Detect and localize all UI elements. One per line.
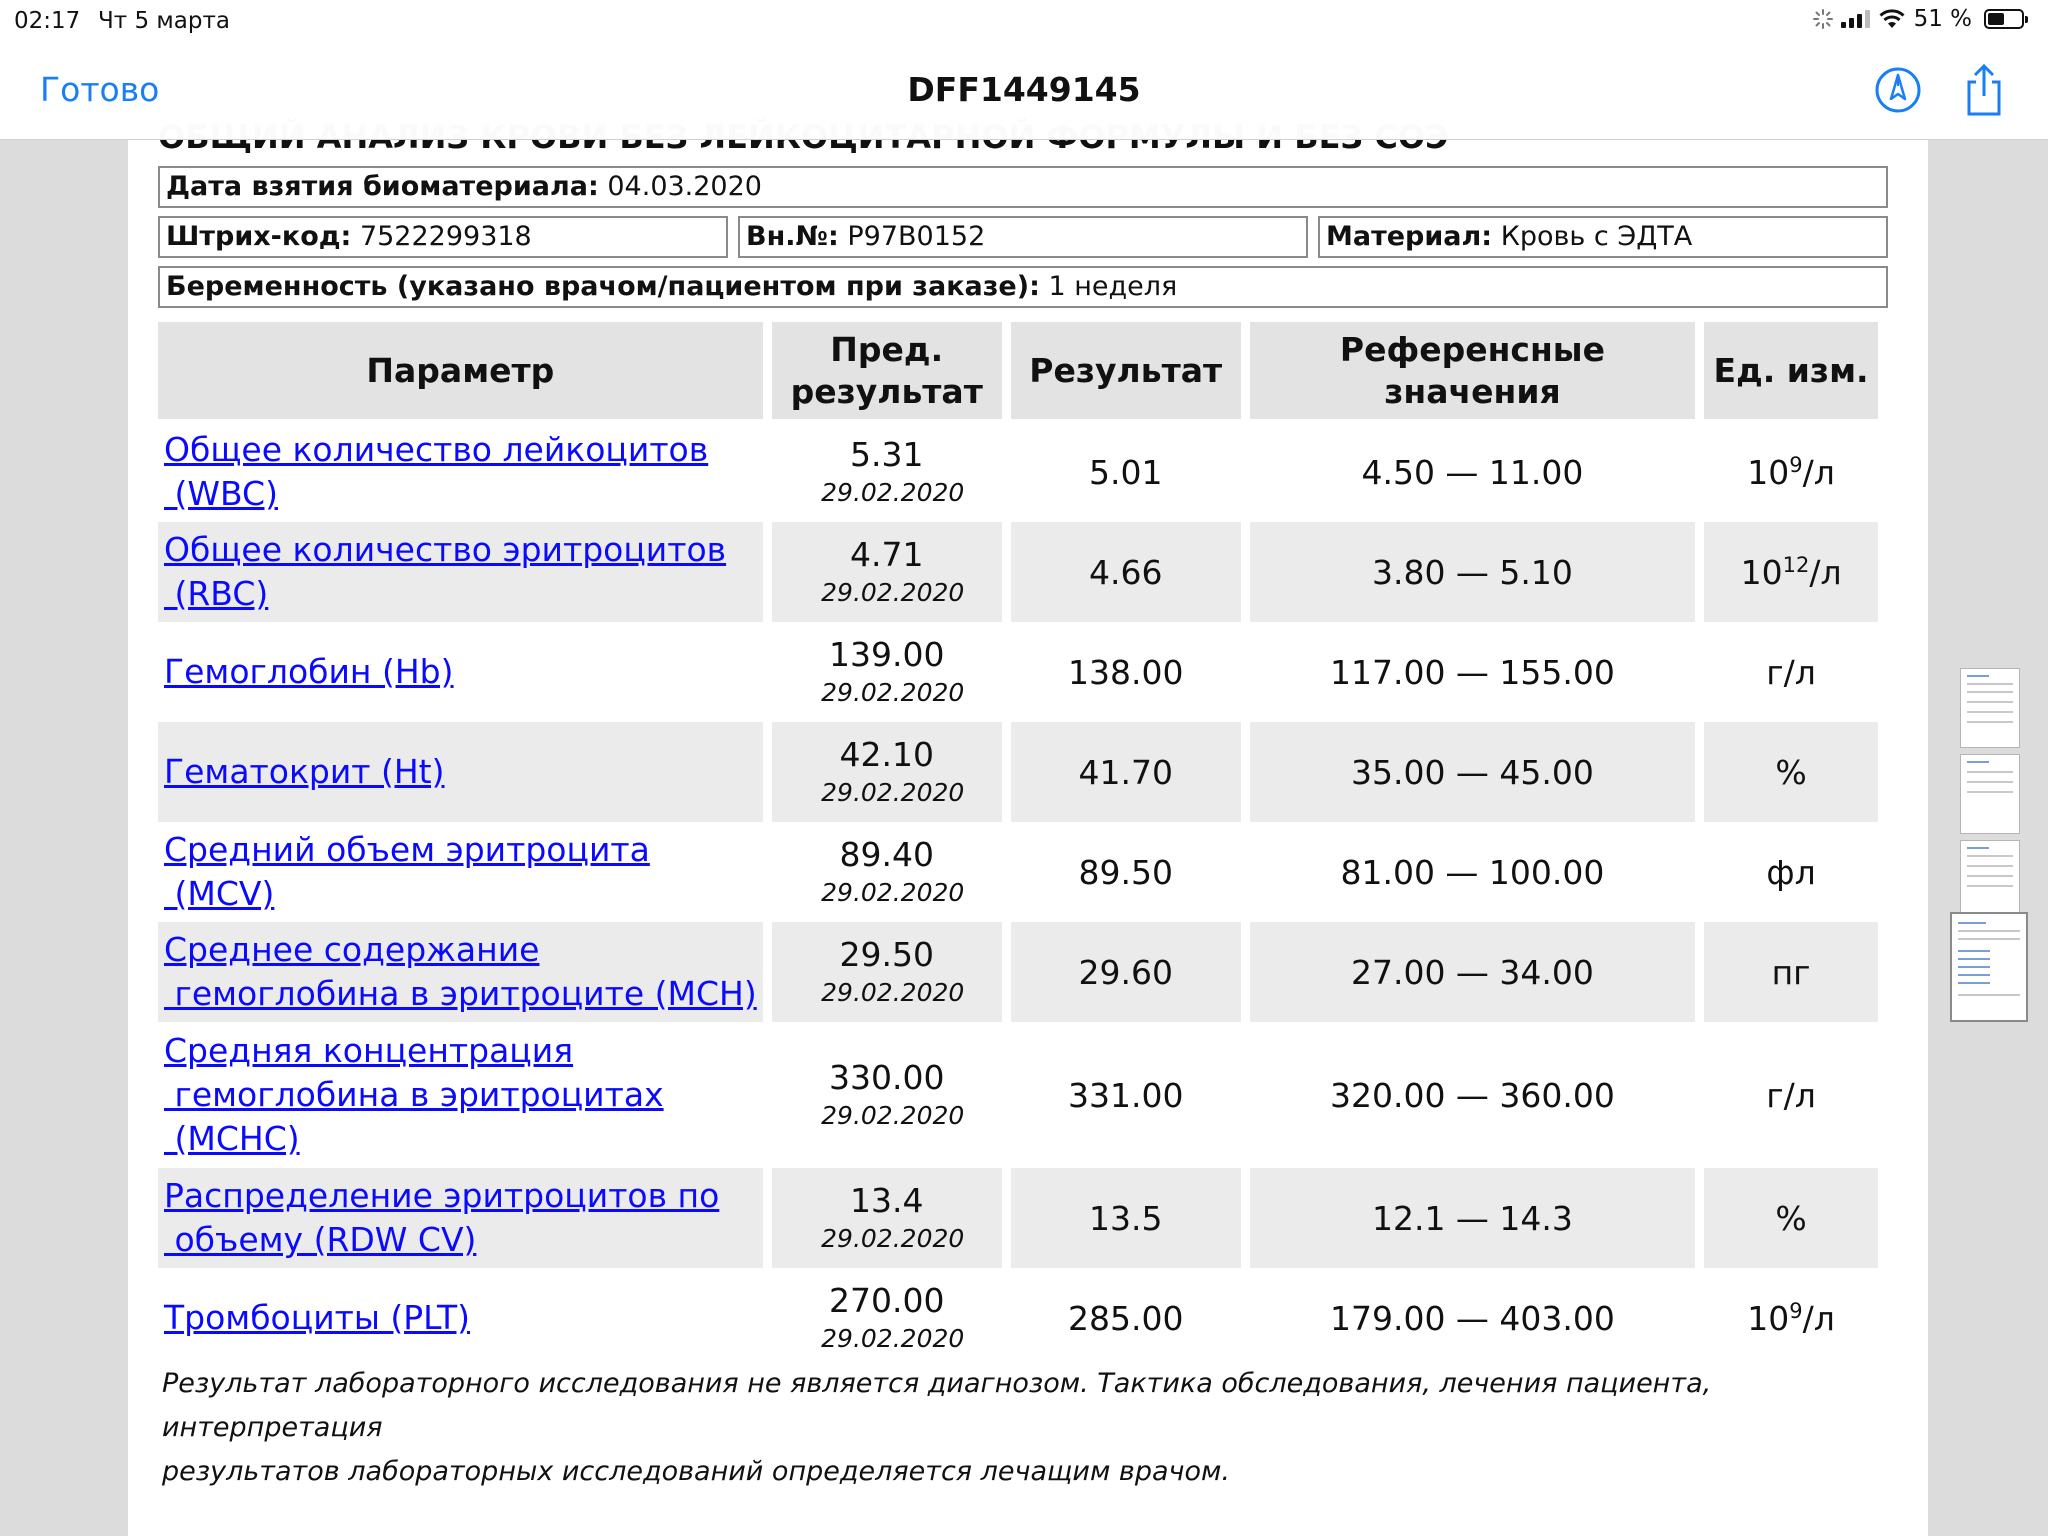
unit-exponent: 12 (1782, 552, 1810, 577)
internal-number-box (738, 216, 1308, 258)
page-thumbnail-2[interactable] (1960, 754, 2020, 834)
parameter-link[interactable] (164, 830, 650, 913)
barcode-value: 7522299318 (359, 221, 532, 252)
column-header-param: Параметр (158, 322, 763, 422)
reference-range-cell: 4.50 — 11.00 (1361, 452, 1584, 492)
parameter-cell (158, 1168, 763, 1268)
parameter-cell (158, 1022, 763, 1168)
table-row (158, 422, 1878, 522)
previous-result-date: 29.02.2020 (821, 478, 965, 507)
battery-icon (1984, 9, 2024, 29)
previous-result-date: 29.02.2020 (821, 1101, 965, 1130)
parameter-cell (158, 522, 763, 622)
material-label: Материал: (1326, 221, 1493, 252)
pregnancy-label: Беременность (указано врачом/пациентом при заказе): (166, 271, 1040, 302)
parameter-name-line2: гемоглобина в эритроцитах (164, 1075, 664, 1114)
result-cell: 29.60 (1011, 922, 1241, 1022)
markup-pen-icon[interactable] (1874, 66, 1922, 114)
column-header-result: Результат (1011, 322, 1241, 422)
reference-range-cell: 3.80 — 5.10 (1250, 522, 1695, 622)
previous-result-date: 29.02.2020 (821, 1224, 965, 1253)
table-row (158, 1022, 1878, 1168)
parameter-name-line1: Гематокрит (Ht) (164, 752, 445, 791)
activity-spinner-icon (1813, 9, 1833, 29)
page-thumbnail-1[interactable] (1960, 668, 2020, 748)
parameter-link[interactable] (164, 930, 757, 1013)
column-header-previous (772, 322, 1002, 422)
unit-base: пг (1771, 952, 1811, 992)
parameter-link[interactable] (164, 1176, 719, 1259)
result-cell: 5.01 (1088, 452, 1163, 492)
previous-result-cell (772, 722, 1002, 822)
unit-cell (1704, 522, 1878, 622)
previous-result-cell (772, 1268, 1002, 1368)
table-row (158, 822, 1878, 922)
document-viewer[interactable] (0, 140, 2048, 1536)
status-bar (0, 0, 2048, 40)
unit-exponent: 9 (1789, 1298, 1803, 1323)
status-time: 02:17 (14, 8, 81, 34)
parameter-cell (158, 622, 763, 722)
page-thumbnail-3[interactable] (1960, 840, 2020, 920)
unit-exponent: 9 (1789, 452, 1803, 477)
internal-number-label: Вн.№: (746, 221, 839, 252)
parameter-name-line1: Средняя концентрация (164, 1031, 574, 1070)
parameter-cell (158, 722, 763, 822)
unit-cell (1704, 1168, 1878, 1268)
wifi-icon (1878, 8, 1906, 30)
unit-base: г/л (1766, 652, 1816, 692)
parameter-name-line3: (MCHC) (164, 1119, 300, 1158)
previous-result-cell (772, 1168, 1002, 1268)
parameter-cell (158, 822, 763, 922)
sample-date-label: Дата взятия биоматериала: (166, 171, 599, 202)
unit-base: фл (1766, 852, 1816, 892)
parameter-name-line2: объему (RDW CV) (164, 1220, 477, 1259)
unit-base: % (1775, 1198, 1807, 1238)
result-cell: 41.70 (1011, 722, 1241, 822)
table-header-row (158, 322, 1878, 422)
previous-result-date: 29.02.2020 (821, 878, 965, 907)
previous-result-cell (772, 622, 1002, 722)
unit-tail: /л (1802, 1298, 1835, 1338)
previous-result-cell (772, 522, 1002, 622)
table-row (158, 622, 1878, 722)
unit-base: % (1775, 752, 1807, 792)
parameter-cell (158, 1268, 763, 1368)
previous-result-cell (772, 922, 1002, 1022)
unit-cell (1704, 1022, 1878, 1168)
result-cell: 4.66 (1011, 522, 1241, 622)
previous-result-value: 139.00 (828, 635, 945, 674)
unit-tail: /л (1802, 452, 1835, 492)
result-cell: 331.00 (1067, 1075, 1184, 1115)
unit-base: 10 (1747, 1298, 1790, 1338)
previous-result-value: 5.31 (849, 435, 924, 474)
previous-result-date: 29.02.2020 (821, 1324, 965, 1353)
results-table (149, 322, 1887, 1368)
parameter-name-line2: гемоглобина в эритроците (MCH) (164, 974, 757, 1013)
done-button[interactable]: Готово (40, 70, 160, 109)
column-header-previous-line2: результат (790, 371, 983, 411)
table-row (158, 522, 1878, 622)
unit-cell (1704, 1268, 1878, 1368)
table-row (158, 922, 1878, 1022)
status-indicators (1813, 6, 2024, 32)
previous-result-value: 29.50 (839, 935, 934, 974)
column-header-unit: Ед. изм. (1704, 322, 1878, 422)
page-thumbnail-4[interactable] (1950, 912, 2028, 1022)
document-title: DFF1449145 (907, 70, 1141, 109)
parameter-link[interactable] (164, 430, 708, 513)
parameter-link[interactable] (164, 652, 454, 691)
document-page (128, 140, 1928, 1536)
unit-base: г/л (1766, 1075, 1816, 1115)
reference-range-cell: 27.00 — 34.00 (1250, 922, 1695, 1022)
column-header-reference: Референсные значения (1250, 322, 1695, 422)
material-box (1318, 216, 1888, 258)
status-date: Чт 5 марта (98, 8, 230, 34)
table-row (158, 722, 1878, 822)
parameter-cell (158, 422, 763, 522)
table-row (158, 1268, 1878, 1368)
unit-cell (1704, 422, 1878, 522)
barcode-box (158, 216, 728, 258)
reference-range-cell: 81.00 — 100.00 (1340, 852, 1605, 892)
disclaimer-line-1: Результат лабораторного исследования не является диагнозом. Тактика обследования, лечения пациента, интерпретация (162, 1368, 1712, 1443)
unit-tail: /л (1809, 552, 1842, 592)
parameter-name-line1: Гемоглобин (Hb) (164, 652, 454, 691)
result-cell: 13.5 (1011, 1168, 1241, 1268)
unit-base: 10 (1740, 552, 1783, 592)
parameter-name-line1: Общее количество эритроцитов (164, 530, 727, 569)
unit-cell (1704, 822, 1878, 922)
previous-result-date: 29.02.2020 (821, 978, 965, 1007)
sample-date-box (158, 166, 1888, 208)
parameter-link[interactable] (164, 1031, 664, 1158)
previous-result-value: 4.71 (849, 535, 924, 574)
column-header-previous-line1: Пред. (830, 329, 944, 369)
parameter-link[interactable] (164, 530, 726, 613)
parameter-name-line1: Средний объем эритроцита (164, 830, 650, 869)
unit-cell (1704, 922, 1878, 1022)
previous-result-value: 330.00 (828, 1058, 945, 1097)
unit-base: 10 (1747, 452, 1790, 492)
share-icon[interactable] (1960, 62, 2008, 118)
reference-range-cell: 12.1 — 14.3 (1250, 1168, 1695, 1268)
parameter-name-line2: (RBC) (164, 574, 269, 613)
parameter-link[interactable] (164, 1298, 470, 1337)
parameter-name-line2: (MCV) (164, 874, 275, 913)
internal-number-value: P97B0152 (847, 221, 986, 252)
previous-result-date: 29.02.2020 (821, 578, 965, 607)
previous-result-value: 89.40 (839, 835, 934, 874)
navigation-bar (0, 40, 2048, 140)
barcode-label: Штрих-код: (166, 221, 352, 252)
previous-result-value: 42.10 (839, 735, 934, 774)
unit-cell (1704, 722, 1878, 822)
pregnancy-box (158, 266, 1888, 308)
previous-result-value: 270.00 (828, 1281, 945, 1320)
cellular-signal-icon (1841, 10, 1870, 28)
result-cell: 89.50 (1078, 852, 1173, 892)
parameter-name-line1: Общее количество лейкоцитов (164, 430, 709, 469)
reference-range-cell: 179.00 — 403.00 (1329, 1298, 1615, 1338)
pregnancy-value: 1 неделя (1048, 271, 1178, 302)
sample-date-value: 04.03.2020 (607, 171, 762, 202)
material-value: Кровь с ЭДТА (1500, 221, 1693, 252)
table-row (158, 1168, 1878, 1268)
result-cell: 285.00 (1067, 1298, 1184, 1338)
parameter-name-line1: Тромбоциты (PLT) (164, 1298, 471, 1337)
parameter-cell (158, 922, 763, 1022)
parameter-name-line1: Распределение эритроцитов по (164, 1176, 720, 1215)
battery-percent: 51 % (1913, 6, 1972, 32)
previous-result-date: 29.02.2020 (821, 778, 965, 807)
previous-result-date: 29.02.2020 (821, 678, 965, 707)
reference-range-cell: 35.00 — 45.00 (1250, 722, 1695, 822)
disclaimer-line-2: результатов лабораторных исследований определяется лечащим врачом. (162, 1456, 1230, 1487)
previous-result-cell (772, 422, 1002, 522)
previous-result-cell (772, 1022, 1002, 1168)
previous-result-cell (772, 822, 1002, 922)
disclaimer-note (162, 1362, 1922, 1494)
result-cell: 138.00 (1067, 652, 1184, 692)
parameter-name-line2: (WBC) (164, 474, 278, 513)
previous-result-value: 13.4 (849, 1181, 924, 1220)
reference-range-cell: 320.00 — 360.00 (1329, 1075, 1615, 1115)
parameter-link[interactable] (164, 752, 445, 791)
parameter-name-line1: Среднее содержание (164, 930, 540, 969)
unit-cell (1704, 622, 1878, 722)
reference-range-cell: 117.00 — 155.00 (1329, 652, 1615, 692)
